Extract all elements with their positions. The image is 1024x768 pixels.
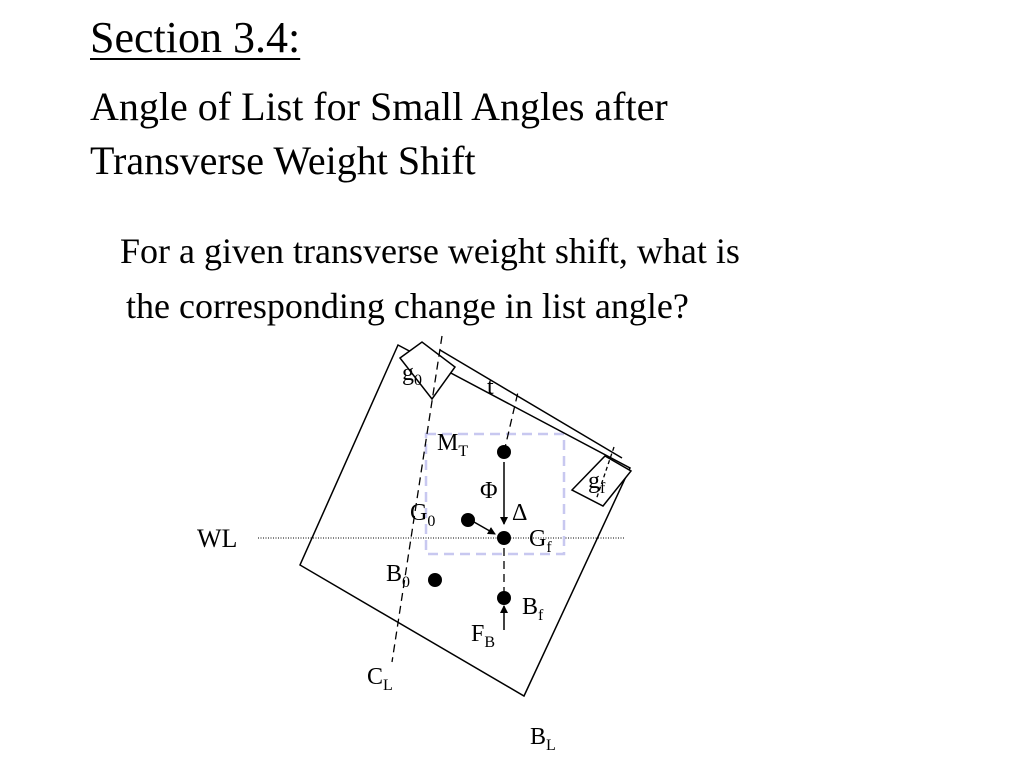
label-t: t xyxy=(487,374,494,400)
label-cl: $C_L$ xyxy=(367,664,393,694)
g0-to-gf-arrow xyxy=(474,522,495,534)
question-line-2: the corresponding change in list angle? xyxy=(126,286,689,326)
label-gf: $g_f$ xyxy=(588,468,606,497)
label-delta: Δ xyxy=(512,500,528,526)
question-line-1: For a given transverse weight shift, what is xyxy=(120,231,740,271)
label-g0-center: $G_0$ xyxy=(410,500,436,530)
slide-title: Section 3.4: xyxy=(90,13,301,62)
point-bf xyxy=(497,591,511,605)
label-bl: $B_L$ xyxy=(530,724,556,754)
label-bf: $B_f$ xyxy=(522,594,544,624)
label-gf-center: $G_f$ xyxy=(529,526,552,556)
label-mt: $M_T$ xyxy=(437,430,469,460)
label-fb: $F_B$ xyxy=(471,621,496,651)
label-wl: WL xyxy=(197,524,238,553)
shift-distance-line xyxy=(440,350,622,458)
point-mt xyxy=(497,445,511,459)
centerline-upper-extension xyxy=(504,392,518,452)
label-g0: $g_0$ xyxy=(402,360,422,389)
point-gf xyxy=(497,531,511,545)
label-b0: $B_0$ xyxy=(386,561,411,591)
point-g0 xyxy=(461,513,475,527)
subtitle-line-1: Angle of List for Small Angles after xyxy=(90,84,668,129)
label-phi: Φ xyxy=(480,478,498,504)
subtitle-line-2: Transverse Weight Shift xyxy=(90,138,476,183)
point-b0 xyxy=(428,573,442,587)
